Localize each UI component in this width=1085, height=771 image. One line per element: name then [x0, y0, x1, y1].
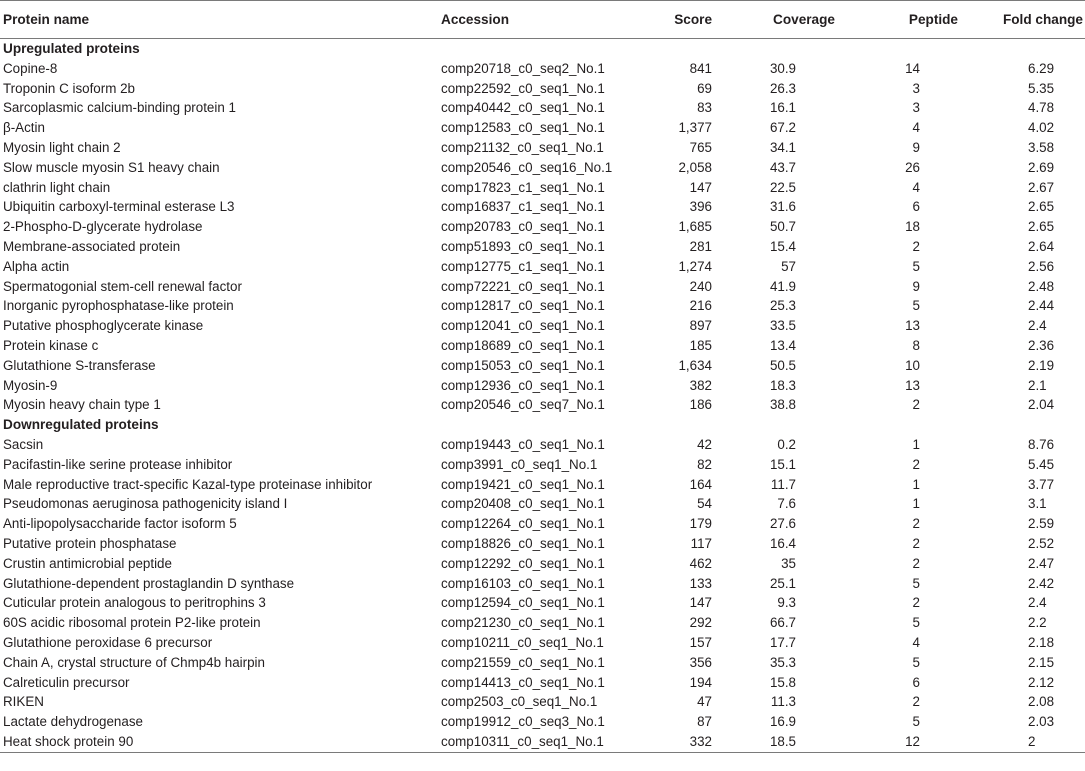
peptide-cell: 6: [912, 674, 920, 690]
score-cell: 841: [689, 60, 712, 76]
table-row: [0, 336, 1085, 356]
score-cell: 396: [689, 199, 712, 215]
score-cell: 240: [689, 278, 712, 294]
score-cell: 47: [697, 694, 712, 710]
protein-name-cell: β-Actin: [3, 120, 45, 136]
coverage-cell: 13.4: [769, 337, 796, 353]
protein-name-cell: Pseudomonas aeruginosa pathogenicity island I: [3, 496, 288, 512]
protein-name-cell: Myosin-9: [3, 377, 58, 393]
peptide-cell: 2: [912, 555, 920, 571]
fold-change-cell: 2: [976, 732, 1085, 752]
table-row: [0, 514, 1085, 534]
table-row: [0, 593, 1085, 613]
score-cell: 185: [689, 337, 712, 353]
coverage-cell: 0.2: [777, 436, 796, 452]
coverage-cell: 16.9: [769, 714, 796, 730]
score-cell: 356: [689, 654, 712, 670]
header-accession: Accession: [441, 1, 649, 39]
accession-cell: comp16837_c1_seq1_No.1: [441, 199, 605, 215]
score-cell: 164: [689, 476, 712, 492]
coverage-cell: 16.1: [769, 100, 796, 116]
header-fold-change: Fold change: [976, 1, 1085, 39]
table-row: [0, 257, 1085, 277]
accession-cell: comp12936_c0_seq1_No.1: [441, 377, 605, 393]
protein-name-cell: Slow muscle myosin S1 heavy chain: [3, 159, 220, 175]
accession-cell: comp20718_c0_seq2_No.1: [441, 60, 605, 76]
section-header-row: [0, 415, 1085, 435]
table-row: [0, 653, 1085, 673]
score-cell: 147: [689, 179, 712, 195]
peptide-cell: 5: [912, 654, 920, 670]
protein-name-cell: Putative protein phosphatase: [3, 535, 177, 551]
fold-change-cell: 2.65: [1028, 199, 1055, 215]
section-title: Upregulated proteins: [3, 41, 140, 56]
header-coverage: Coverage: [712, 1, 845, 39]
protein-name-cell: Sarcoplasmic calcium-binding protein 1: [3, 100, 236, 116]
coverage-cell: 38.8: [769, 397, 796, 413]
peptide-cell: 2: [912, 456, 920, 472]
fold-change-cell: 3.58: [1028, 139, 1055, 155]
peptide-cell: 2: [912, 535, 920, 551]
fold-change-cell: 5.45: [1028, 456, 1055, 472]
peptide-cell: 2: [912, 516, 920, 532]
accession-cell: comp3991_c0_seq1_No.1: [441, 456, 598, 472]
fold-change-cell: 5.35: [1028, 80, 1055, 96]
accession-cell: comp12817_c0_seq1_No.1: [441, 298, 605, 314]
accession-cell: comp21230_c0_seq1_No.1: [441, 615, 605, 631]
score-cell: 1,634: [678, 357, 712, 373]
protein-name-cell: Heat shock protein 90: [0, 732, 441, 752]
peptide-cell: 5: [912, 575, 920, 591]
accession-cell: comp20783_c0_seq1_No.1: [441, 219, 605, 235]
score-cell: 87: [697, 714, 712, 730]
fold-change-cell: 2.69: [1028, 159, 1055, 175]
table-row: [0, 494, 1085, 514]
fold-change-cell: 2.04: [1028, 397, 1055, 413]
fold-change-cell: 2.15: [1028, 654, 1055, 670]
accession-cell: comp20546_c0_seq16_No.1: [441, 159, 613, 175]
coverage-cell: 25.3: [769, 298, 796, 314]
peptide-cell: 3: [912, 100, 920, 116]
header-row: [0, 1, 1085, 39]
fold-change-cell: 2.65: [1028, 219, 1055, 235]
coverage-cell: 17.7: [769, 634, 796, 650]
accession-cell: comp12041_c0_seq1_No.1: [441, 318, 605, 334]
accession-cell: comp20408_c0_seq1_No.1: [441, 496, 605, 512]
coverage-cell: 25.1: [769, 575, 796, 591]
accession-cell: comp16103_c0_seq1_No.1: [441, 575, 605, 591]
coverage-cell: 31.6: [769, 199, 796, 215]
table-row: [0, 316, 1085, 336]
table-row: [0, 692, 1085, 712]
protein-name-cell: Cuticular protein analogous to peritrophins 3: [3, 595, 266, 611]
accession-cell: comp15053_c0_seq1_No.1: [441, 357, 605, 373]
protein-name-cell: clathrin light chain: [3, 179, 111, 195]
protein-name-cell: Myosin heavy chain type 1: [3, 397, 161, 413]
protein-name-cell: Crustin antimicrobial peptide: [3, 555, 172, 571]
accession-cell: comp12594_c0_seq1_No.1: [441, 595, 605, 611]
accession-cell: comp19912_c0_seq3_No.1: [441, 714, 605, 730]
coverage-cell: 34.1: [769, 139, 796, 155]
accession-cell: comp19443_c0_seq1_No.1: [441, 436, 605, 452]
protein-name-cell: Ubiquitin carboxyl-terminal esterase L3: [3, 199, 235, 215]
accession-cell: comp12775_c1_seq1_No.1: [441, 258, 605, 274]
fold-change-cell: 2.67: [1028, 179, 1055, 195]
fold-change-cell: 8.76: [1028, 436, 1055, 452]
fold-change-cell: 2.19: [1028, 357, 1055, 373]
table-row: [0, 395, 1085, 415]
accession-cell: comp12292_c0_seq1_No.1: [441, 555, 605, 571]
peptide-cell: 18: [905, 219, 920, 235]
coverage-cell: 50.5: [769, 357, 796, 373]
protein-name-cell: Glutathione peroxidase 6 precursor: [3, 634, 213, 650]
score-cell: 1,377: [678, 120, 712, 136]
fold-change-cell: 2.64: [1028, 238, 1055, 254]
protein-name-cell: 2-Phospho-D-glycerate hydrolase: [3, 219, 203, 235]
coverage-cell: 11.3: [770, 694, 796, 710]
peptide-cell: 4: [912, 120, 920, 136]
table-row: [0, 455, 1085, 475]
table-row: [0, 277, 1085, 297]
table-row: [0, 534, 1085, 554]
fold-change-cell: 4.02: [1028, 120, 1055, 136]
score-cell: 186: [689, 397, 712, 413]
score-cell: 216: [689, 298, 712, 314]
fold-change-cell: 2.56: [1028, 258, 1055, 274]
score-cell: 157: [689, 634, 712, 650]
coverage-cell: 41.9: [769, 278, 796, 294]
protein-name-cell: Pacifastin-like serine protease inhibitor: [3, 456, 233, 472]
protein-name-cell: Male reproductive tract-specific Kazal-type proteinase inhibitor: [3, 476, 373, 492]
protein-name-cell: Chain A, crystal structure of Chmp4b hairpin: [3, 654, 265, 670]
protein-name-cell: Anti-lipopolysaccharide factor isoform 5: [3, 516, 237, 532]
protein-name-cell: Copine-8: [3, 60, 58, 76]
fold-change-cell: 2.48: [1028, 278, 1055, 294]
coverage-cell: 9.3: [777, 595, 796, 611]
score-cell: 292: [689, 615, 712, 631]
score-cell: 462: [689, 555, 712, 571]
protein-name-cell: Inorganic pyrophosphatase-like protein: [3, 298, 234, 314]
peptide-cell: 26: [905, 159, 920, 175]
protein-name-cell: Troponin C isoform 2b: [3, 80, 135, 96]
coverage-cell: 7.6: [777, 496, 796, 512]
peptide-cell: 5: [912, 258, 920, 274]
table-row: [0, 574, 1085, 594]
peptide-cell: 1: [912, 496, 920, 512]
fold-change-cell: 2.4: [1028, 595, 1047, 611]
protein-name-cell: Glutathione-dependent prostaglandin D synthase: [3, 575, 295, 591]
score-cell: 133: [689, 575, 712, 591]
accession-cell: comp20546_c0_seq7_No.1: [441, 397, 605, 413]
score-cell: 179: [689, 516, 712, 532]
fold-change-cell: 3.77: [1028, 476, 1055, 492]
peptide-cell: 2: [912, 238, 920, 254]
table-row: [0, 197, 1085, 217]
protein-name-cell: Alpha actin: [3, 258, 70, 274]
table-row: [0, 79, 1085, 99]
fold-change-cell: 2.47: [1028, 555, 1055, 571]
section-title: Downregulated proteins: [3, 417, 159, 433]
table-row: [0, 673, 1085, 693]
protein-name-cell: Calreticulin precursor: [3, 674, 130, 690]
fold-change-cell: 2.08: [1028, 694, 1055, 710]
coverage-cell: 66.7: [769, 615, 796, 631]
header-protein-name: Protein name: [0, 1, 441, 39]
protein-name-cell: Glutathione S-transferase: [3, 357, 156, 373]
accession-cell: comp10211_c0_seq1_No.1: [441, 634, 604, 650]
score-cell: 42: [697, 436, 712, 452]
peptide-cell: 2: [912, 397, 920, 413]
peptide-cell: 5: [912, 615, 920, 631]
peptide-cell: 5: [912, 714, 920, 730]
fold-change-cell: 2.2: [1028, 615, 1047, 631]
coverage-cell: 57: [781, 258, 796, 274]
coverage-cell: 16.4: [769, 535, 796, 551]
accession-cell: comp40442_c0_seq1_No.1: [441, 100, 605, 116]
accession-cell: comp21132_c0_seq1_No.1: [441, 139, 604, 155]
score-cell: 765: [689, 139, 712, 155]
peptide-cell: 8: [912, 337, 920, 353]
accession-cell: comp17823_c1_seq1_No.1: [441, 179, 605, 195]
protein-name-cell: Putative phosphoglycerate kinase: [3, 318, 204, 334]
peptide-cell: 3: [912, 80, 920, 96]
coverage-cell: 15.4: [769, 238, 796, 254]
score-cell: 382: [689, 377, 712, 393]
accession-cell: comp12264_c0_seq1_No.1: [441, 516, 605, 532]
coverage-cell: 67.2: [769, 120, 796, 136]
peptide-cell: 6: [912, 199, 920, 215]
score-cell: 69: [697, 80, 712, 96]
score-cell: 332: [649, 732, 712, 752]
coverage-cell: 11.7: [770, 476, 796, 492]
table-row: [0, 475, 1085, 495]
peptide-cell: 14: [905, 60, 920, 76]
table-row: [0, 296, 1085, 316]
protein-name-cell: Sacsin: [3, 436, 44, 452]
header-score: Score: [649, 1, 712, 39]
peptide-cell: 9: [912, 278, 920, 294]
fold-change-cell: 2.52: [1028, 535, 1055, 551]
fold-change-cell: 2.59: [1028, 516, 1055, 532]
score-cell: 1,274: [678, 258, 712, 274]
accession-cell: comp10311_c0_seq1_No.1: [441, 732, 649, 752]
fold-change-cell: 2.12: [1028, 674, 1055, 690]
protein-name-cell: Membrane-associated protein: [3, 238, 181, 254]
table-row: [0, 376, 1085, 396]
coverage-cell: 26.3: [769, 80, 796, 96]
table-row: [0, 633, 1085, 653]
peptide-cell: 5: [912, 298, 920, 314]
peptide-cell: 1: [912, 476, 920, 492]
peptide-cell: 2: [912, 595, 920, 611]
coverage-cell: 33.5: [769, 318, 796, 334]
table-row: [0, 118, 1085, 138]
score-cell: 54: [697, 496, 712, 512]
coverage-cell: 35: [781, 555, 796, 571]
fold-change-cell: 6.29: [1028, 60, 1055, 76]
table-row: [0, 237, 1085, 257]
score-cell: 194: [689, 674, 712, 690]
table-row: [0, 59, 1085, 79]
fold-change-cell: 3.1: [1028, 496, 1047, 512]
fold-change-cell: 2.44: [1028, 298, 1055, 314]
accession-cell: comp14413_c0_seq1_No.1: [441, 674, 605, 690]
peptide-cell: 10: [905, 357, 920, 373]
score-cell: 2,058: [678, 159, 712, 175]
table-row: [0, 435, 1085, 455]
accession-cell: comp12583_c0_seq1_No.1: [441, 120, 605, 136]
fold-change-cell: 2.42: [1028, 575, 1055, 591]
protein-name-cell: RIKEN: [3, 694, 44, 710]
peptide-cell: 12: [845, 732, 976, 752]
coverage-cell: 18.5: [712, 732, 845, 752]
peptide-cell: 13: [905, 377, 920, 393]
accession-cell: comp51893_c0_seq1_No.1: [441, 238, 605, 254]
fold-change-cell: 2.4: [1028, 318, 1047, 334]
table-row: [0, 356, 1085, 376]
fold-change-cell: 2.1: [1028, 377, 1047, 393]
peptide-cell: 4: [912, 179, 920, 195]
score-cell: 82: [697, 456, 712, 472]
peptide-cell: 9: [912, 139, 920, 155]
table-body: [0, 39, 1085, 753]
accession-cell: comp18689_c0_seq1_No.1: [441, 337, 605, 353]
peptide-cell: 4: [912, 634, 920, 650]
table-row: [0, 178, 1085, 198]
coverage-cell: 27.6: [769, 516, 796, 532]
table-row: [0, 158, 1085, 178]
accession-cell: comp19421_c0_seq1_No.1: [441, 476, 605, 492]
table-row: [0, 712, 1085, 732]
fold-change-cell: 2.18: [1028, 634, 1055, 650]
peptide-cell: 1: [912, 436, 920, 452]
coverage-cell: 43.7: [769, 159, 796, 175]
protein-name-cell: Lactate dehydrogenase: [3, 714, 143, 730]
peptide-cell: 2: [912, 694, 920, 710]
table-row: [0, 732, 1085, 752]
score-cell: 83: [697, 100, 712, 116]
table-row: [0, 217, 1085, 237]
coverage-cell: 18.3: [769, 377, 796, 393]
score-cell: 897: [689, 318, 712, 334]
coverage-cell: 50.7: [769, 219, 796, 235]
coverage-cell: 30.9: [769, 60, 796, 76]
coverage-cell: 15.1: [769, 456, 796, 472]
accession-cell: comp18826_c0_seq1_No.1: [441, 535, 605, 551]
accession-cell: comp22592_c0_seq1_No.1: [441, 80, 605, 96]
table-row: [0, 554, 1085, 574]
table-row: [0, 613, 1085, 633]
accession-cell: comp72221_c0_seq1_No.1: [441, 278, 605, 294]
table-row: [0, 98, 1085, 118]
score-cell: 117: [690, 535, 712, 551]
score-cell: 147: [689, 595, 712, 611]
coverage-cell: 22.5: [769, 179, 796, 195]
score-cell: 281: [689, 238, 712, 254]
fold-change-cell: 2.03: [1028, 714, 1055, 730]
section-header-row: [0, 39, 1085, 59]
protein-name-cell: Protein kinase c: [3, 337, 99, 353]
accession-cell: comp2503_c0_seq1_No.1: [441, 694, 598, 710]
protein-name-cell: 60S acidic ribosomal protein P2-like protein: [3, 615, 261, 631]
coverage-cell: 35.3: [769, 654, 796, 670]
score-cell: 1,685: [678, 219, 712, 235]
protein-name-cell: Spermatogonial stem-cell renewal factor: [3, 278, 242, 294]
protein-name-cell: Myosin light chain 2: [3, 139, 121, 155]
accession-cell: comp21559_c0_seq1_No.1: [441, 654, 605, 670]
fold-change-cell: 4.78: [1028, 100, 1055, 116]
peptide-cell: 13: [905, 318, 920, 334]
coverage-cell: 15.8: [769, 674, 796, 690]
fold-change-cell: 2.36: [1028, 337, 1055, 353]
header-peptide: Peptide: [845, 1, 976, 39]
table-row: [0, 138, 1085, 158]
